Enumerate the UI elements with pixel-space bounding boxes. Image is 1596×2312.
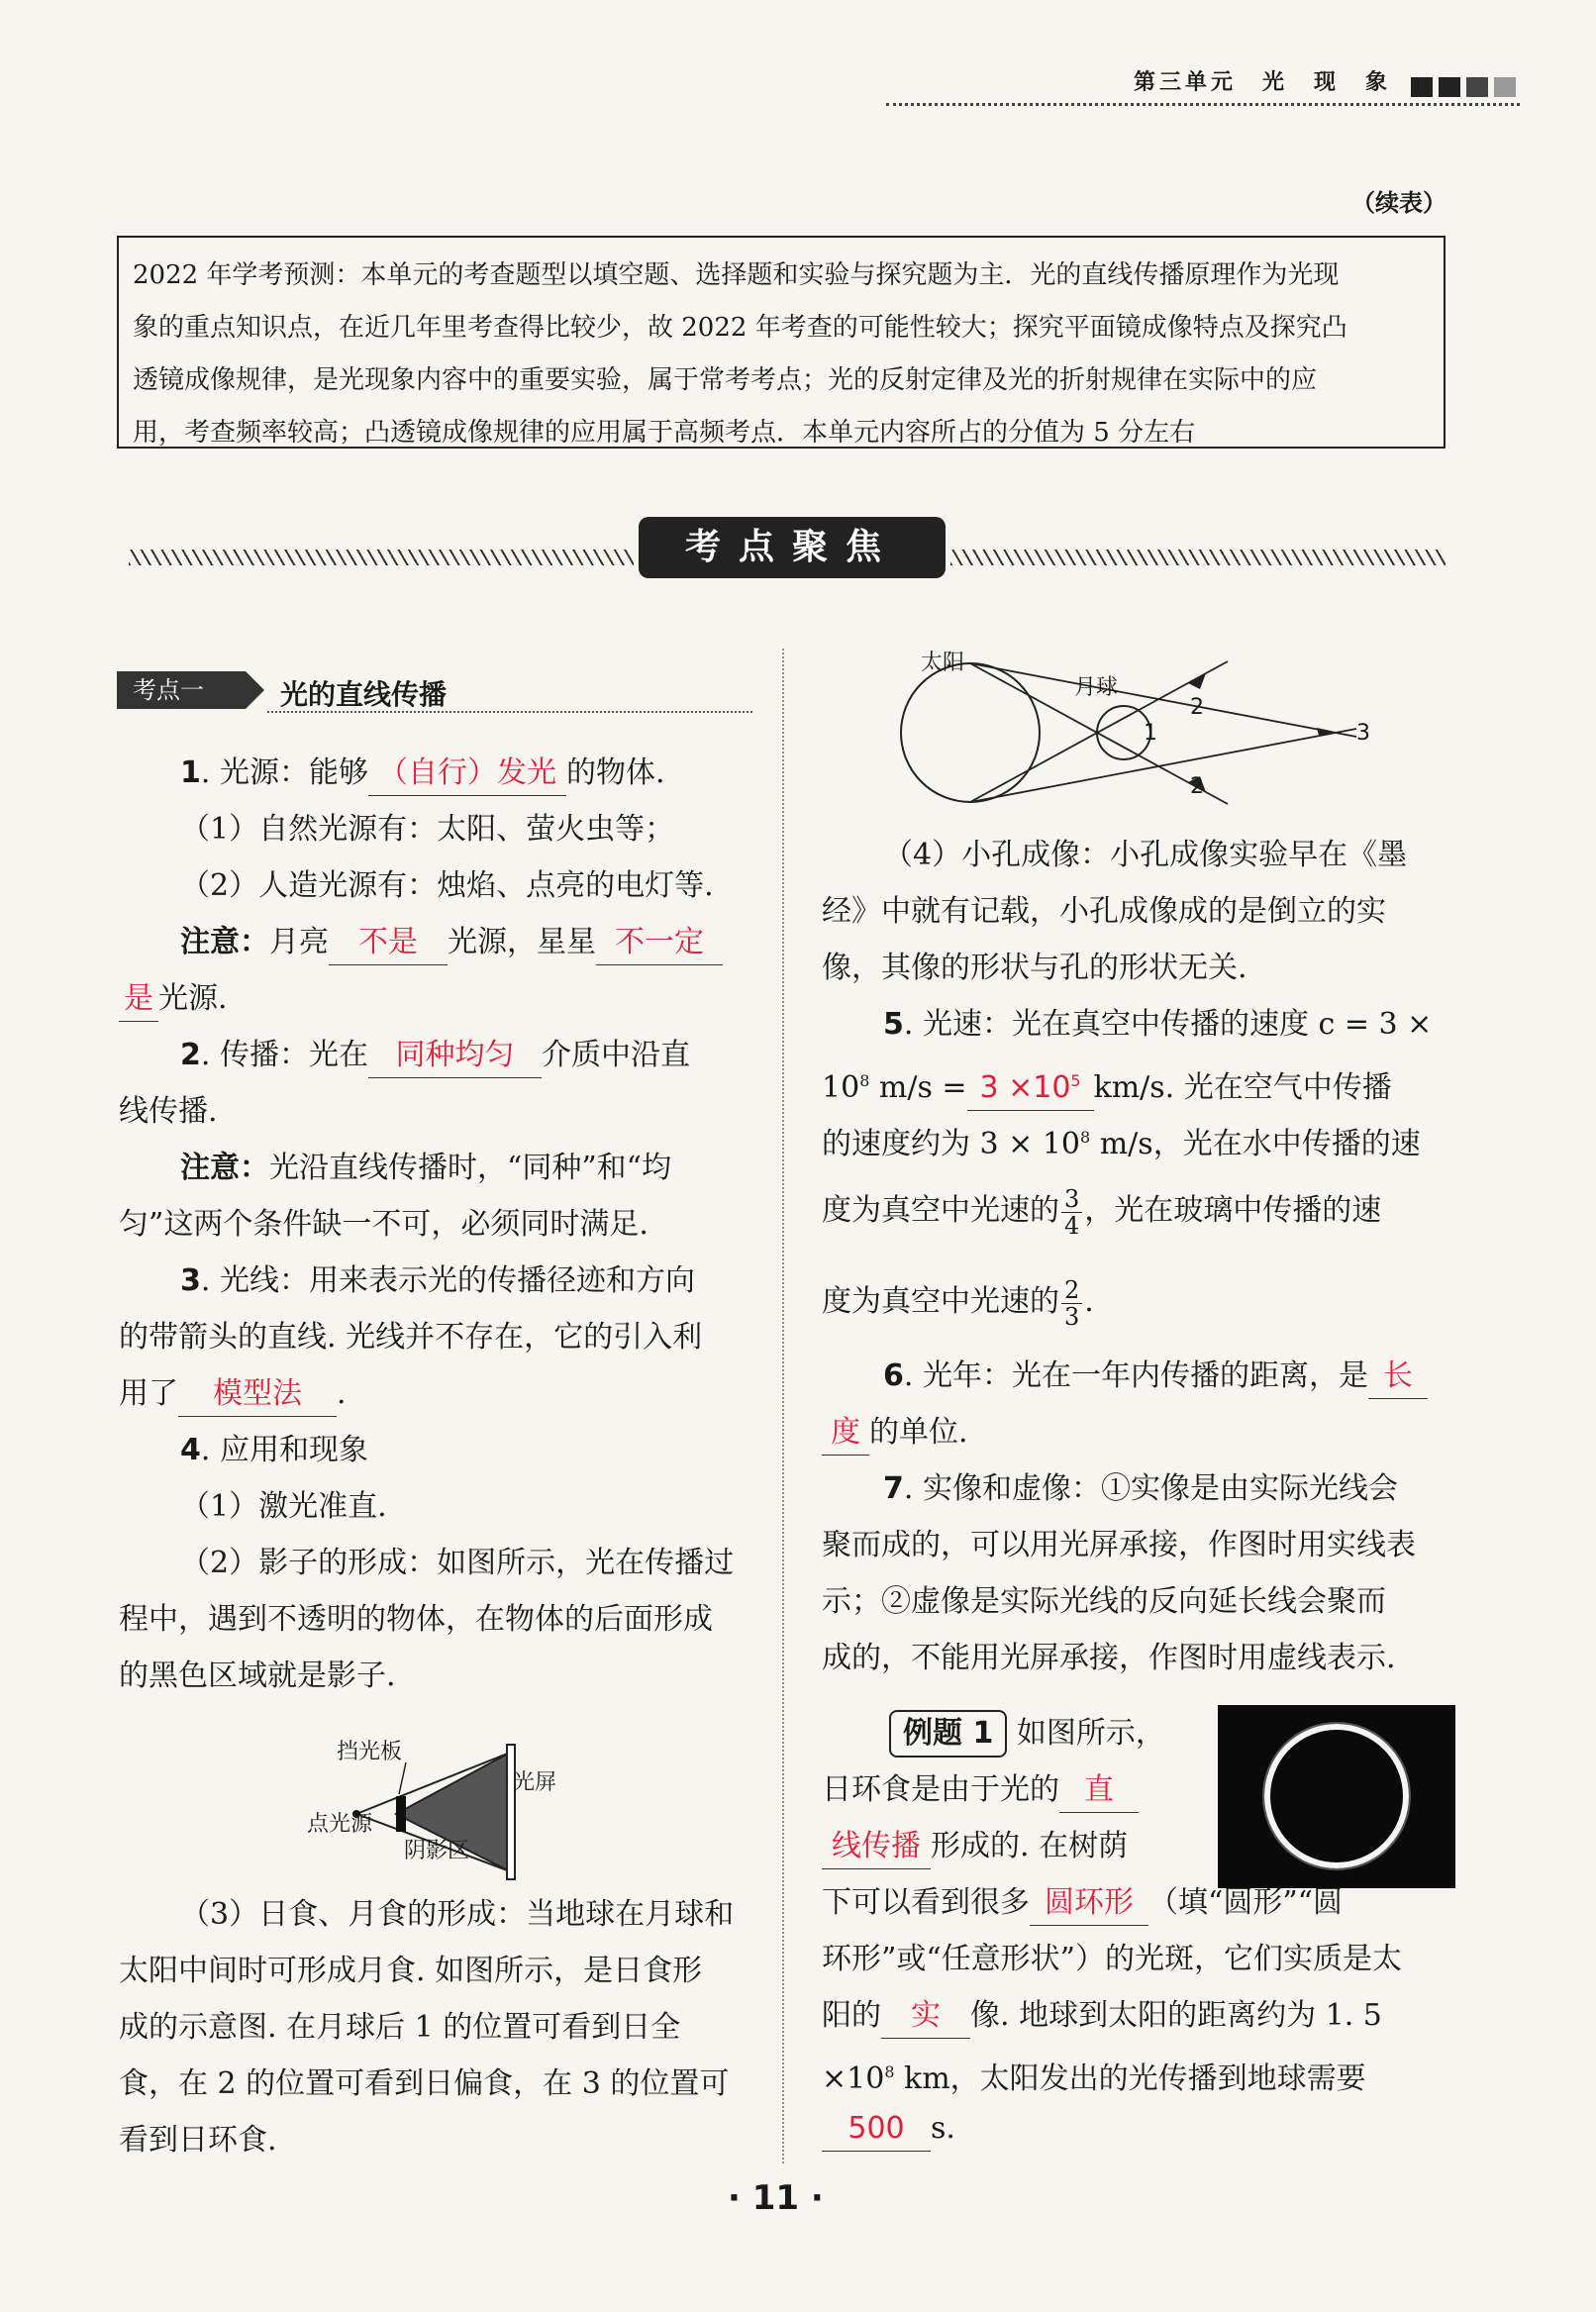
- item-5-d: 度为真空中光速的 $\frac{3}{4}$ ，光在玻璃中传播的速: [822, 1184, 1382, 1240]
- kaodian-tag: 考点一: [117, 671, 246, 709]
- answer-blank: 实: [881, 1994, 970, 2039]
- item-6-cont: 度 的单位.: [822, 1404, 1455, 1460]
- forecast-box: [117, 236, 1446, 449]
- forecast-line: 象的重点知识点，在近几年里考查得比较少，故 2022 年考查的可能性较大；探究平面镜成像特点及探究凸: [133, 313, 1347, 343]
- item-5-b: $10^8$ $m/s = 3 \times 10^5$ km/s. 光在空气中传播: [822, 1053, 1455, 1109]
- fraction: $\frac{2}{3}$: [1061, 1277, 1082, 1330]
- section-banner: 考点聚焦: [639, 517, 946, 578]
- answer-blank: 线传播: [822, 1825, 931, 1869]
- item-3-cont2: 用了 模型法 .: [119, 1365, 752, 1422]
- answer-blank: 不一定: [596, 921, 723, 965]
- item-4-4a: （4）小孔成像：小孔成像实验早在《墨: [883, 838, 1408, 872]
- label-baffle: 挡光板: [337, 1740, 403, 1764]
- example-tag: 例题 1: [889, 1710, 1007, 1758]
- left-column: [119, 745, 752, 1704]
- column-divider: [782, 649, 784, 2163]
- label-source: 点光源: [307, 1812, 373, 1837]
- example-line: 500 s.: [822, 2100, 1455, 2157]
- continued-label: （续表）: [1351, 189, 1446, 217]
- example-1-cont: [822, 1874, 1455, 2157]
- item-1-2: （2）人造光源有：烛焰、点亮的电灯等.: [180, 868, 714, 903]
- right-column: [822, 827, 1455, 1686]
- item-4: 4. 应用和现象: [180, 1433, 368, 1467]
- banner-hatch-left: [129, 550, 634, 565]
- item-6: 6. 光年：光在一年内传播的距离，是 长: [822, 1348, 1455, 1404]
- item-5: 5. 光速：光在真空中传播的速度 c = 3 ×: [883, 1007, 1433, 1042]
- forecast-line: 透镜成像规律，是光现象内容中的重要实验，属于常考考点；光的反射定律及光的折射规律在实际中的应: [133, 365, 1318, 395]
- forecast-line: 2022 年学考预测：本单元的考查题型以填空题、选择题和实验与探究题为主．光的直线传播原理作为光现: [133, 260, 1340, 290]
- label-region-2a: 2: [1190, 695, 1204, 720]
- item-4-2b: 程中，遇到不透明的物体，在物体的后面形成: [119, 1602, 713, 1637]
- eclipse-figure: [891, 634, 1386, 812]
- forecast-line: 用，考查频率较高；凸透镜成像规律的应用属于高频考点．本单元内容所占的分值为 5 分左右: [133, 418, 1196, 448]
- answer-blank: 圆环形: [1030, 1881, 1148, 1926]
- answer-blank: （自行）发光: [368, 752, 566, 796]
- unit-title: 第三单元 光 现 象: [1134, 70, 1392, 95]
- note-2-cont: 匀”这两个条件缺一不可，必须同时满足.: [119, 1207, 648, 1242]
- item-1: 1. 光源：能够 （自行）发光 的物体.: [119, 745, 752, 801]
- label-shadow: 阴影区: [404, 1839, 470, 1863]
- header-decoration: [1411, 77, 1530, 97]
- left-column-bottom: [119, 1886, 752, 2168]
- answer-blank: 500: [822, 2107, 931, 2152]
- item-3-cont: 的带箭头的直线. 光线并不存在，它的引入利: [119, 1320, 703, 1355]
- item-4-2a: （2）影子的形成：如图所示，光在传播过: [180, 1546, 735, 1580]
- item-3: 3. 光线：用来表示光的传播径迹和方向: [180, 1263, 695, 1298]
- item-5-c: 的速度约为 $3 \times 10^8$ m/s，光在水中传播的速: [822, 1127, 1421, 1161]
- item-4-3a: （3）日食、月食的形成：当地球在月球和: [180, 1897, 735, 1932]
- answer-blank: $3 \times 10^5$: [967, 1059, 1094, 1111]
- answer-blank: 直: [1059, 1768, 1139, 1813]
- page-number: · 11 ·: [728, 2178, 824, 2218]
- label-region-2b: 2: [1190, 774, 1204, 799]
- fraction: $\frac{3}{4}$: [1061, 1186, 1082, 1239]
- item-2: 2. 传播：光在 同种均匀 介质中沿直: [119, 1027, 752, 1083]
- item-7: 7. 实像和虚像：①实像是由实际光线会: [883, 1471, 1398, 1506]
- item-5-e: 度为真空中光速的 $\frac{2}{3}$ .: [822, 1275, 1094, 1331]
- example-line: 例题 1 如图所示，: [822, 1705, 1208, 1761]
- label-region-1: 1: [1144, 721, 1157, 746]
- note-2: 注意：光沿直线传播时，“同种”和“均: [180, 1151, 672, 1185]
- item-2-cont: 线传播.: [119, 1094, 218, 1129]
- answer-blank: 是: [119, 977, 158, 1022]
- label-sun: 太阳: [921, 651, 965, 675]
- item-4-4c: 像，其像的形状与孔的形状无关.: [822, 951, 1247, 985]
- item-4-3e: 看到日环食.: [119, 2123, 277, 2158]
- item-4-3d: 食，在 2 的位置可看到日偏食，在 3 的位置可: [119, 2066, 730, 2101]
- kaodian-rule: [267, 711, 752, 713]
- answer-blank: 同种均匀: [368, 1034, 542, 1078]
- label-moon: 月球: [1074, 675, 1119, 700]
- example-line: 日环食是由于光的 直: [822, 1761, 1208, 1818]
- item-4-4b: 经》中就有记载，小孔成像成的是倒立的实: [822, 894, 1386, 929]
- note-1-cont: 是 光源.: [119, 970, 752, 1027]
- annular-eclipse-photo: [1218, 1705, 1455, 1888]
- example-1: [822, 1705, 1208, 1874]
- kaodian-title: 光的直线传播: [280, 678, 448, 711]
- label-screen: 光屏: [513, 1770, 557, 1795]
- banner-hatch-right: [950, 550, 1446, 565]
- answer-blank: 度: [822, 1411, 869, 1456]
- item-1-1: （1）自然光源有：太阳、萤火虫等；: [180, 812, 675, 847]
- example-line: $\times 10^8$ km，太阳发出的光传播到地球需要: [822, 2061, 1366, 2096]
- item-4-3c: 成的示意图. 在月球后 1 的位置可看到日全: [119, 2010, 681, 2045]
- example-line: 环形”或“任意形状”）的光斑，它们实质是太: [822, 1942, 1403, 1976]
- label-region-3: 3: [1356, 721, 1370, 746]
- answer-blank: 长: [1368, 1355, 1428, 1399]
- item-4-3b: 太阳中间时可形成月食. 如图所示，是日食形: [119, 1954, 703, 1988]
- item-7-b: 聚而成的，可以用光屏承接，作图时用实线表: [822, 1528, 1416, 1562]
- item-4-1: （1）激光准直.: [180, 1489, 387, 1524]
- example-line: 下可以看到很多 圆环形 （填“圆形”“圆: [822, 1874, 1455, 1931]
- item-7-c: 示；②虚像是实际光线的反向延长线会聚而: [822, 1584, 1386, 1619]
- answer-blank: 模型法: [178, 1372, 337, 1417]
- answer-blank: 不是: [329, 921, 448, 965]
- item-4-2c: 的黑色区域就是影子.: [119, 1659, 396, 1693]
- header-rule: [886, 103, 1520, 106]
- example-line: 线传播 形成的. 在树荫: [822, 1818, 1208, 1874]
- note-1: 注意：月亮 不是 光源，星星 不一定: [119, 914, 752, 970]
- item-7-d: 成的，不能用光屏承接，作图时用虚线表示.: [822, 1641, 1396, 1675]
- example-line: 阳的 实 像. 地球到太阳的距离约为 1. 5: [822, 1987, 1455, 2044]
